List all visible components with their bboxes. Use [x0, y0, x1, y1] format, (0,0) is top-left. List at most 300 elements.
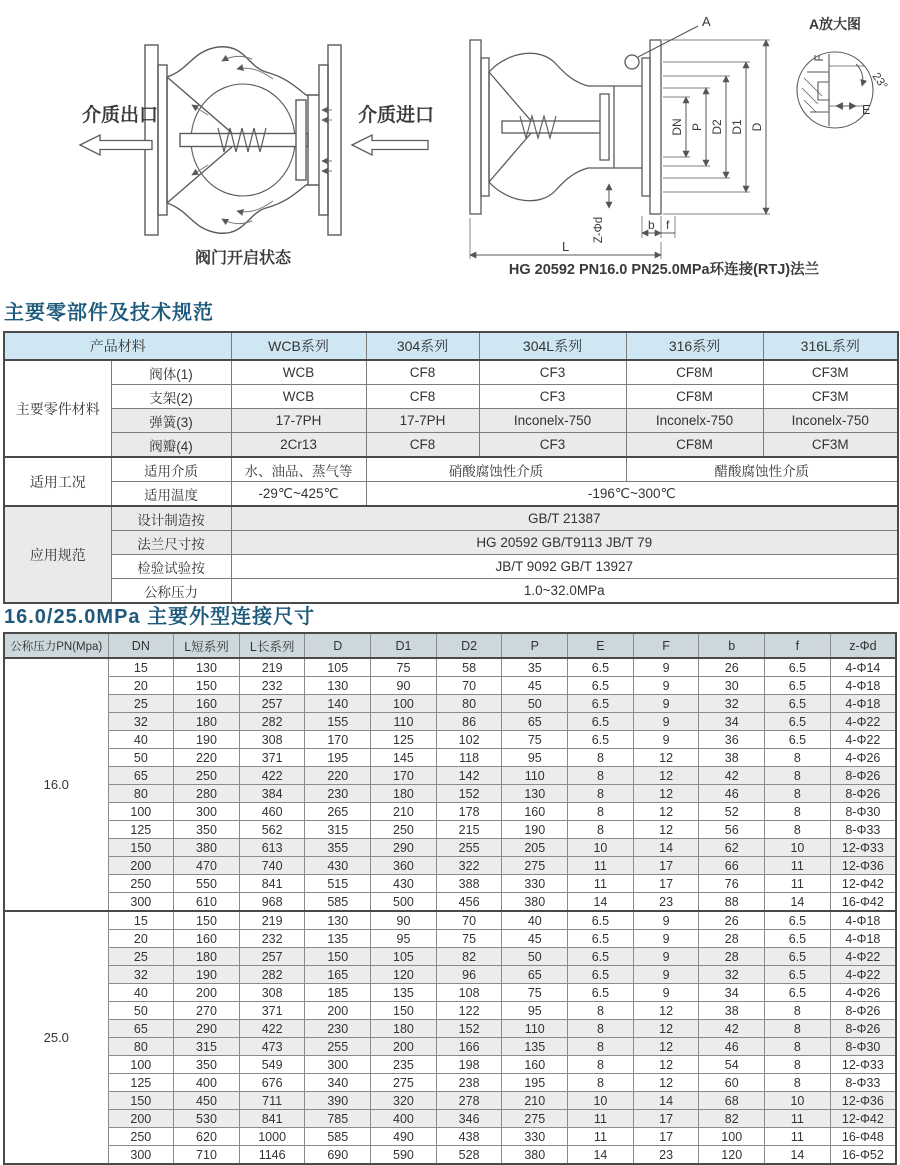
dim-cell: 45 [502, 677, 568, 695]
dim-cell: 219 [239, 911, 305, 930]
dim-cell: 10 [765, 839, 831, 857]
dim-cell: 95 [502, 749, 568, 767]
dim-cell: 12 [633, 749, 699, 767]
dim-cell: 23 [633, 1146, 699, 1165]
dim-cell: 25 [108, 695, 174, 713]
left-valve-drawing [40, 15, 460, 275]
dim-cell: 65 [502, 966, 568, 984]
dim-cell: 275 [502, 857, 568, 875]
spec-row-body [4, 360, 898, 385]
dim-cell: 11 [765, 857, 831, 875]
dim-cell: 150 [174, 911, 240, 930]
dim-cell: 130 [305, 911, 371, 930]
dim-cell: 210 [371, 803, 437, 821]
dim-col-header: 公称压力PN(Mpa) [4, 633, 108, 658]
pn-group-label: 16.0 [4, 658, 108, 911]
dim-cell: 10 [765, 1092, 831, 1110]
dim-row [4, 1110, 896, 1128]
dim-cell: 360 [371, 857, 437, 875]
dim-cell: 220 [305, 767, 371, 785]
dim-cell: 6.5 [568, 731, 634, 749]
dim-cell: 32 [699, 966, 765, 984]
dim-cell: 562 [239, 821, 305, 839]
bolt-hole-A [625, 55, 639, 69]
dim-cell: 180 [371, 785, 437, 803]
dim-label-d1: D1 [730, 119, 744, 135]
dim-label-d: D [750, 122, 764, 132]
dim-cell: 17 [633, 1128, 699, 1146]
dim-cell: 170 [371, 767, 437, 785]
dim-cell: 4-Φ26 [830, 984, 896, 1002]
dim-cell: 308 [239, 731, 305, 749]
spec-cell: CF8 [366, 360, 479, 385]
group-label-conditions: 适用工况 [4, 457, 111, 506]
dim-cell: 500 [371, 893, 437, 912]
dim-cell: 968 [239, 893, 305, 912]
dim-cell: 66 [699, 857, 765, 875]
dim-cell: 152 [436, 785, 502, 803]
dim-cell: 4-Φ22 [830, 731, 896, 749]
dim-cell: 150 [108, 1092, 174, 1110]
dim-cell: 8 [568, 803, 634, 821]
dim-cell: 45 [502, 930, 568, 948]
dim-cell: 180 [174, 713, 240, 731]
dim-cell: 450 [174, 1092, 240, 1110]
dim-cell: 100 [108, 803, 174, 821]
dim-cell: 275 [502, 1110, 568, 1128]
dim-cell: 9 [633, 731, 699, 749]
dim-cell: 4-Φ18 [830, 930, 896, 948]
dim-cell: 585 [305, 1128, 371, 1146]
dim-cell: 75 [502, 731, 568, 749]
dim-cell: 8 [568, 1056, 634, 1074]
dim-row [4, 911, 896, 930]
spec-header-cell: 304系列 [366, 332, 479, 360]
dim-cell: 200 [305, 1002, 371, 1020]
dim-cell: 230 [305, 785, 371, 803]
dim-cell: 460 [239, 803, 305, 821]
detail-label-e: E [862, 103, 871, 117]
dim-cell: 28 [699, 948, 765, 966]
dim-cell: 190 [174, 966, 240, 984]
dim-cell: 785 [305, 1110, 371, 1128]
dim-cell: 255 [436, 839, 502, 857]
dim-cell: 6.5 [568, 948, 634, 966]
dim-cell: 110 [502, 1020, 568, 1038]
valve-body-outline [145, 45, 341, 235]
dim-cell: 110 [502, 767, 568, 785]
dim-label-dn: DN [670, 118, 684, 136]
dim-cell: 250 [174, 767, 240, 785]
dim-row [4, 767, 896, 785]
dim-cell: 125 [108, 821, 174, 839]
dim-cell: 125 [108, 1074, 174, 1092]
dim-cell: 178 [436, 803, 502, 821]
spec-cell: CF3M [763, 433, 898, 458]
dim-cell: 380 [502, 893, 568, 912]
dim-cell: 195 [502, 1074, 568, 1092]
dim-cell: 590 [371, 1146, 437, 1165]
dim-cell: 610 [174, 893, 240, 912]
spec-header-cell: 产品材料 [4, 332, 231, 360]
dim-cell: 330 [502, 1128, 568, 1146]
dim-cell: 40 [108, 984, 174, 1002]
dim-row [4, 658, 896, 677]
dim-cell: 65 [108, 767, 174, 785]
dim-cell: 355 [305, 839, 371, 857]
dim-cell: 96 [436, 966, 502, 984]
dim-cell: 515 [305, 875, 371, 893]
dim-cell: 238 [436, 1074, 502, 1092]
dim-col-header: b [699, 633, 765, 658]
dim-cell: 11 [765, 1110, 831, 1128]
row-label: 弹簧(3) [111, 409, 231, 433]
dim-cell: 185 [305, 984, 371, 1002]
dim-cell: 257 [239, 948, 305, 966]
dim-cell: 6.5 [568, 966, 634, 984]
dim-cell: 62 [699, 839, 765, 857]
row-label: 支架(2) [111, 385, 231, 409]
dim-cell: 300 [174, 803, 240, 821]
dim-cell: 88 [699, 893, 765, 912]
dim-cell: 9 [633, 948, 699, 966]
dim-cell: 46 [699, 1038, 765, 1056]
dim-cell: 90 [371, 677, 437, 695]
dim-header-row [4, 633, 896, 658]
dim-cell: 20 [108, 930, 174, 948]
dim-cell: 265 [305, 803, 371, 821]
dim-cell: 400 [371, 1110, 437, 1128]
dim-cell: 456 [436, 893, 502, 912]
dim-cell: 8-Φ30 [830, 803, 896, 821]
dim-cell: 388 [436, 875, 502, 893]
dim-cell: 65 [108, 1020, 174, 1038]
dim-cell: 50 [502, 948, 568, 966]
dim-cell: 80 [108, 785, 174, 803]
dim-cell: 710 [174, 1146, 240, 1165]
dim-cell: 16-Φ48 [830, 1128, 896, 1146]
spec-cell: CF3 [479, 360, 626, 385]
dim-cell: 65 [502, 713, 568, 731]
dim-cell: 14 [765, 1146, 831, 1165]
dim-cell: 8-Φ33 [830, 1074, 896, 1092]
dim-cell: 8 [765, 803, 831, 821]
dim-cell: 9 [633, 658, 699, 677]
dim-row [4, 1038, 896, 1056]
pn-group-label: 25.0 [4, 911, 108, 1164]
dim-cell: 56 [699, 821, 765, 839]
right-drawing-caption: HG 20592 PN16.0 PN25.0MPa环连接(RTJ)法兰 [508, 262, 820, 278]
outlet-label: 介质出口 [82, 105, 159, 126]
dim-cell: 384 [239, 785, 305, 803]
dim-cell: 102 [436, 731, 502, 749]
dim-cell: 95 [371, 930, 437, 948]
spec-cell: Inconelx-750 [626, 409, 763, 433]
dim-row [4, 821, 896, 839]
dim-cell: 135 [502, 1038, 568, 1056]
dim-cell: 35 [502, 658, 568, 677]
dim-row [4, 1002, 896, 1020]
spec-cell: CF3 [479, 385, 626, 409]
dim-cell: 340 [305, 1074, 371, 1092]
dim-cell: 6.5 [765, 731, 831, 749]
dim-cell: 122 [436, 1002, 502, 1020]
dim-cell: 38 [699, 749, 765, 767]
dim-row [4, 948, 896, 966]
dim-cell: 26 [699, 911, 765, 930]
dim-cell: 32 [108, 966, 174, 984]
dim-cell: 15 [108, 911, 174, 930]
dim-row [4, 1074, 896, 1092]
detail-title: A放大图 [808, 16, 862, 32]
dim-cell: 100 [699, 1128, 765, 1146]
dim-cell: 8 [568, 785, 634, 803]
dim-cell: 12-Φ36 [830, 1092, 896, 1110]
dim-cell: 4-Φ22 [830, 713, 896, 731]
dim-cell: 38 [699, 1002, 765, 1020]
dim-cell: 8 [765, 1074, 831, 1092]
dim-cell: 15 [108, 658, 174, 677]
dim-cell: 75 [371, 658, 437, 677]
dim-cell: 6.5 [568, 658, 634, 677]
dim-row [4, 1020, 896, 1038]
dim-cell: 200 [108, 857, 174, 875]
dim-cell: 8-Φ26 [830, 785, 896, 803]
dim-cell: 380 [502, 1146, 568, 1165]
dim-row [4, 713, 896, 731]
dim-cell: 290 [371, 839, 437, 857]
dim-cell: 8 [568, 1002, 634, 1020]
spec-header-cell: 304L系列 [479, 332, 626, 360]
group-label-standards: 应用规范 [4, 506, 111, 603]
dim-cell: 200 [108, 1110, 174, 1128]
dim-label-b: b [648, 218, 655, 232]
dim-cell: 620 [174, 1128, 240, 1146]
dim-cell: 12 [633, 767, 699, 785]
dim-cell: 8 [765, 1038, 831, 1056]
dim-row [4, 1146, 896, 1165]
dim-cell: 70 [436, 677, 502, 695]
callout-a-label: A [702, 14, 711, 29]
row-label: 适用温度 [111, 482, 231, 507]
dim-cell: 90 [371, 911, 437, 930]
dim-cell: 250 [108, 875, 174, 893]
dim-cell: 34 [699, 713, 765, 731]
dim-cell: 12 [633, 1038, 699, 1056]
dim-cell: 6.5 [765, 677, 831, 695]
dim-cell: 210 [502, 1092, 568, 1110]
dim-cell: 841 [239, 1110, 305, 1128]
dim-cell: 150 [108, 839, 174, 857]
dim-cell: 8 [765, 749, 831, 767]
dim-cell: 300 [305, 1056, 371, 1074]
dim-cell: 150 [174, 677, 240, 695]
dim-cell: 42 [699, 767, 765, 785]
dim-cell: 8 [765, 1020, 831, 1038]
dim-cell: 170 [305, 731, 371, 749]
dim-col-header: L长系列 [239, 633, 305, 658]
dim-cell: 120 [371, 966, 437, 984]
dim-cell: 11 [568, 1128, 634, 1146]
spec-cell: JB/T 9092 GB/T 13927 [231, 555, 898, 579]
dim-cell: 690 [305, 1146, 371, 1165]
dim-cell: 220 [174, 749, 240, 767]
dim-cell: 10 [568, 839, 634, 857]
dim-cell: 16-Φ42 [830, 893, 896, 912]
dim-cell: 200 [174, 984, 240, 1002]
dim-cell: 473 [239, 1038, 305, 1056]
dim-cell: 110 [371, 713, 437, 731]
dim-cell: 250 [371, 821, 437, 839]
dim-cell: 232 [239, 930, 305, 948]
dim-row [4, 1128, 896, 1146]
dim-cell: 470 [174, 857, 240, 875]
spec-cell: CF8 [366, 385, 479, 409]
dim-cell: 300 [108, 893, 174, 912]
dim-cell: 4-Φ22 [830, 948, 896, 966]
dim-cell: 30 [699, 677, 765, 695]
dim-cell: 118 [436, 749, 502, 767]
dim-cell: 125 [371, 731, 437, 749]
dim-cell: 12 [633, 803, 699, 821]
dim-cell: 255 [305, 1038, 371, 1056]
dim-cell: 9 [633, 911, 699, 930]
spec-cell: 17-7PH [231, 409, 366, 433]
dim-cell: 108 [436, 984, 502, 1002]
dim-cell: 36 [699, 731, 765, 749]
dim-cell: 28 [699, 930, 765, 948]
dim-cell: 80 [108, 1038, 174, 1056]
dim-cell: 100 [371, 695, 437, 713]
dim-cell: 40 [502, 911, 568, 930]
dim-row [4, 857, 896, 875]
dim-cell: 10 [568, 1092, 634, 1110]
dim-cell: 330 [502, 875, 568, 893]
dim-cell: 8 [568, 749, 634, 767]
dim-cell: 322 [436, 857, 502, 875]
dim-cell: 34 [699, 984, 765, 1002]
dim-cell: 70 [436, 911, 502, 930]
dim-cell: 9 [633, 677, 699, 695]
group-label-materials: 主要零件材料 [4, 360, 111, 457]
dim-row [4, 966, 896, 984]
dim-cell: 1000 [239, 1128, 305, 1146]
spec-row-spring [4, 409, 898, 433]
dim-cell: 14 [568, 1146, 634, 1165]
dim-cell: 40 [108, 731, 174, 749]
dim-cell: 282 [239, 966, 305, 984]
dim-row [4, 785, 896, 803]
dim-cell: 613 [239, 839, 305, 857]
bottom-dimensions [470, 184, 675, 259]
dim-cell: 320 [371, 1092, 437, 1110]
dim-cell: 50 [108, 749, 174, 767]
dim-row [4, 1056, 896, 1074]
spec-row-temperature [4, 482, 898, 507]
dim-cell: 150 [305, 948, 371, 966]
dim-cell: 8-Φ26 [830, 767, 896, 785]
dim-cell: 17 [633, 1110, 699, 1128]
dim-cell: 8-Φ26 [830, 1020, 896, 1038]
dim-cell: 152 [436, 1020, 502, 1038]
dim-cell: 82 [436, 948, 502, 966]
dim-cell: 8 [568, 1074, 634, 1092]
dim-label-l: L [562, 239, 570, 254]
spec-cell: CF3 [479, 433, 626, 458]
dim-cell: 4-Φ18 [830, 677, 896, 695]
spec-header-cell: 316系列 [626, 332, 763, 360]
dim-cell: 135 [305, 930, 371, 948]
dim-cell: 8 [765, 1002, 831, 1020]
dim-cell: 9 [633, 713, 699, 731]
dim-cell: 250 [108, 1128, 174, 1146]
spec-cell: CF8M [626, 385, 763, 409]
dim-cell: 371 [239, 749, 305, 767]
dim-row [4, 731, 896, 749]
spec-cell: 17-7PH [366, 409, 479, 433]
dim-cell: 6.5 [765, 713, 831, 731]
dim-cell: 12 [633, 1074, 699, 1092]
dim-cell: 390 [305, 1092, 371, 1110]
dim-row [4, 839, 896, 857]
dim-cell: 350 [174, 1056, 240, 1074]
dim-cell: 60 [699, 1074, 765, 1092]
row-label: 检验试验按 [111, 555, 231, 579]
spec-cell: 硝酸腐蚀性介质 [366, 457, 626, 482]
dim-row [4, 893, 896, 912]
dim-cell: 12-Φ33 [830, 839, 896, 857]
dim-cell: 300 [108, 1146, 174, 1165]
dim-cell: 308 [239, 984, 305, 1002]
dim-cell: 160 [174, 695, 240, 713]
dim-cell: 82 [699, 1110, 765, 1128]
dim-col-header: D [305, 633, 371, 658]
dim-cell: 12-Φ33 [830, 1056, 896, 1074]
dim-cell: 165 [305, 966, 371, 984]
dim-cell: 120 [699, 1146, 765, 1165]
spec-row-bracket [4, 385, 898, 409]
dim-cell: 76 [699, 875, 765, 893]
dim-cell: 130 [305, 677, 371, 695]
dim-cell: 12-Φ42 [830, 1110, 896, 1128]
dim-cell: 380 [174, 839, 240, 857]
row-label: 设计制造按 [111, 506, 231, 531]
spec-header-cell: 316L系列 [763, 332, 898, 360]
dim-cell: 270 [174, 1002, 240, 1020]
dim-row [4, 677, 896, 695]
dim-cell: 280 [174, 785, 240, 803]
dim-col-header: D1 [371, 633, 437, 658]
dim-cell: 6.5 [568, 677, 634, 695]
drawings-row [0, 12, 900, 292]
dimension-table [3, 632, 897, 1165]
dim-cell: 219 [239, 658, 305, 677]
dim-cell: 105 [305, 658, 371, 677]
spec-row-medium [4, 457, 898, 482]
dim-cell: 8-Φ33 [830, 821, 896, 839]
dim-cell: 200 [371, 1038, 437, 1056]
dim-cell: 8 [765, 767, 831, 785]
spec-cell: CF3M [763, 385, 898, 409]
dim-row [4, 875, 896, 893]
row-label: 阀体(1) [111, 360, 231, 385]
dim-cell: 140 [305, 695, 371, 713]
spec-cell: 2Cr13 [231, 433, 366, 458]
dim-cell: 346 [436, 1110, 502, 1128]
dim-cell: 6.5 [765, 911, 831, 930]
dim-col-header: DN [108, 633, 174, 658]
dim-cell: 6.5 [568, 984, 634, 1002]
